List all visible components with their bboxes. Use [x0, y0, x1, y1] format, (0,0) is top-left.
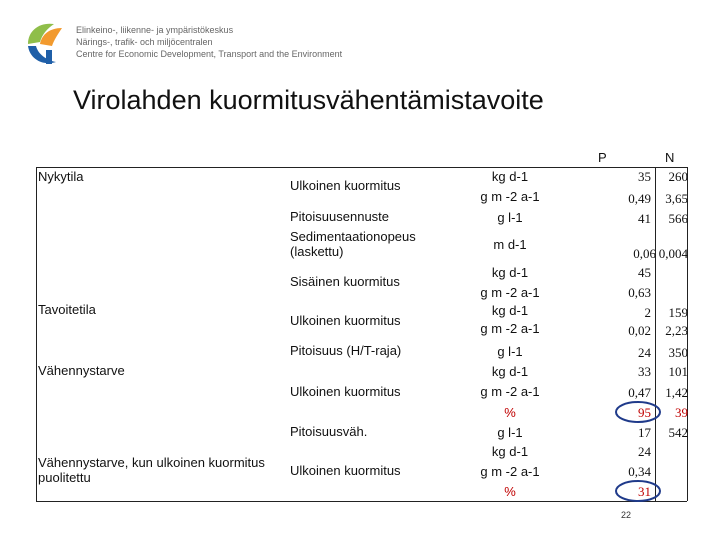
ely-logo-icon — [24, 20, 70, 66]
unit-cell: g l-1 — [497, 210, 523, 225]
org-name-en: Centre for Economic Development, Transport and the Environment — [76, 49, 343, 59]
p-value: 24 — [638, 345, 651, 360]
table-top-border — [36, 167, 687, 168]
p-value: 24 — [638, 444, 651, 459]
row-label: Ulkoinen kuormitus — [290, 313, 401, 328]
section-nykytila: Nykytila — [38, 169, 84, 184]
unit-cell-percent: % — [504, 484, 516, 499]
n-value: 350 — [668, 345, 688, 360]
p-value: 0,02 — [628, 323, 651, 338]
p-value: 35 — [638, 169, 651, 184]
n-value: 3,65 — [665, 191, 688, 206]
page-title: Virolahden kuormitusvähentämistavoite — [73, 85, 544, 115]
row-label: Pitoisuusennuste — [290, 209, 390, 224]
p-value-percent: 95 — [638, 405, 651, 420]
p-value: 2 — [644, 305, 651, 320]
unit-cell: g m -2 a-1 — [480, 285, 540, 300]
unit-cell: m d-1 — [493, 237, 527, 252]
n-value: 101 — [668, 364, 688, 379]
unit-cell: kg d-1 — [491, 444, 529, 459]
row-label: Ulkoinen kuormitus — [290, 178, 401, 193]
unit-cell: g m -2 a-1 — [480, 321, 540, 336]
row-label: Pitoisuusväh. — [290, 424, 368, 439]
column-header-p: P — [598, 150, 607, 165]
n-value: 542 — [668, 425, 688, 440]
p-value: 33 — [638, 364, 651, 379]
n-value-percent: 39 — [675, 405, 688, 420]
n-value: 159 — [668, 305, 688, 320]
n-value: 2,23 — [665, 323, 688, 338]
n-value: 1,42 — [665, 385, 688, 400]
unit-cell: g m -2 a-1 — [480, 464, 540, 479]
unit-cell: g l-1 — [497, 425, 523, 440]
highlight-circle — [612, 399, 664, 425]
unit-cell: g m -2 a-1 — [480, 384, 540, 399]
column-header-n: N — [665, 150, 675, 165]
page-number: 22 — [621, 510, 632, 520]
p-value: 0,63 — [628, 285, 651, 300]
unit-cell: kg d-1 — [491, 303, 529, 318]
n-value: 0,004 — [658, 246, 688, 261]
p-value: 45 — [638, 265, 651, 280]
row-label: Pitoisuus (H/T-raja) — [290, 343, 402, 358]
table-bottom-border — [36, 501, 687, 502]
n-value: 260 — [668, 169, 688, 184]
row-label: Sisäinen kuormitus — [290, 274, 400, 289]
p-value: 17 — [638, 425, 651, 440]
p-value-percent: 31 — [638, 484, 651, 499]
table-left-border — [36, 167, 37, 501]
unit-cell: kg d-1 — [491, 265, 529, 280]
n-value: 566 — [668, 211, 688, 226]
p-value: 0,06 — [633, 246, 656, 261]
unit-cell: kg d-1 — [491, 364, 529, 379]
unit-cell: g l-1 — [497, 344, 523, 359]
unit-cell-percent: % — [504, 405, 516, 420]
section-vahennystarve-puolitettu: Vähennystarve, kun ulkoinen kuormitus puolitettu — [38, 455, 265, 485]
row-label: Sedimentaationopeus (laskettu) — [290, 229, 416, 259]
org-name-sv: Närings-, trafik- och miljöcentralen — [76, 37, 213, 47]
row-label: Ulkoinen kuormitus — [290, 463, 401, 478]
p-value: 0,47 — [628, 385, 651, 400]
p-value: 41 — [638, 211, 651, 226]
unit-cell: g m -2 a-1 — [480, 189, 540, 204]
section-tavoitetila: Tavoitetila — [38, 302, 96, 317]
section-vahennystarve: Vähennystarve — [38, 363, 125, 378]
p-value: 0,49 — [628, 191, 651, 206]
org-name-fi: Elinkeino-, liikenne- ja ympäristökeskus — [76, 25, 234, 35]
highlight-circle — [612, 478, 664, 504]
row-label: Ulkoinen kuormitus — [290, 384, 401, 399]
unit-cell: kg d-1 — [491, 169, 529, 184]
p-value: 0,34 — [628, 464, 651, 479]
